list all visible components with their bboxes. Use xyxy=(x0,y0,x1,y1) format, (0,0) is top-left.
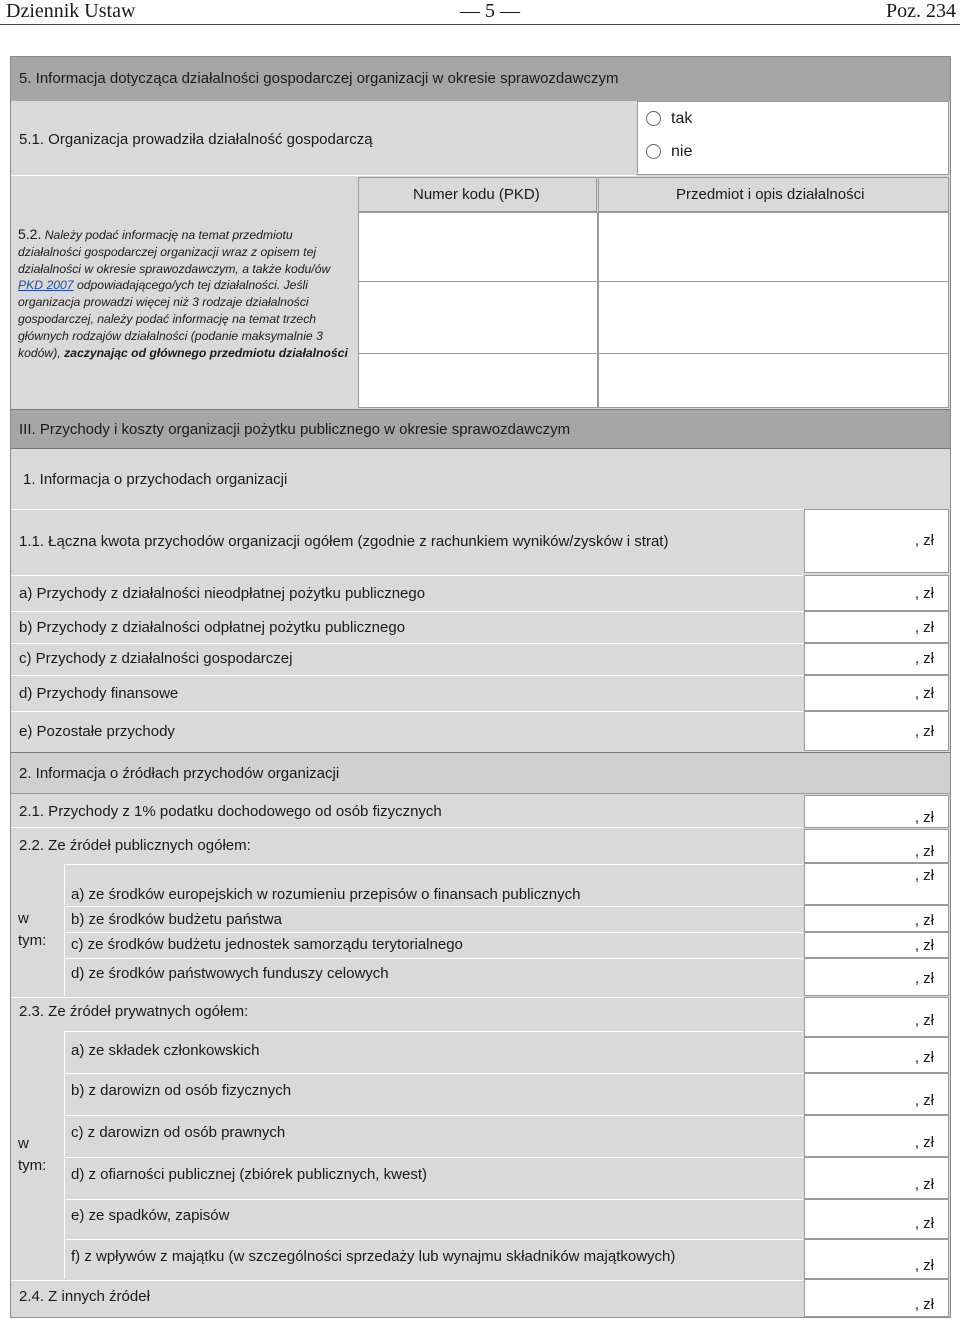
row-2-3-a-label: a) ze składek członkowskich xyxy=(71,1042,260,1059)
amount-2-3-e[interactable] xyxy=(804,1199,949,1239)
q51-label: 5.1. Organizacja prowadziła działalność gospodarczą xyxy=(19,131,373,148)
unit-label: , zł xyxy=(914,1049,934,1066)
row-2-3-a xyxy=(64,1031,803,1073)
amount-e[interactable] xyxy=(804,711,949,751)
q52-text-1: Należy podać informację na temat przedmiotu działalności gospodarczej organizacji wraz z opisem tej działalności w okresie sprawozdawczym, a także kodu/ów xyxy=(18,228,331,276)
row-2-3-c-label: c) z darowizn od osób prawnych xyxy=(71,1124,286,1141)
row-2-1-label: 2.1. Przychody z 1% podatku dochodowego od osób fizycznych xyxy=(19,803,442,820)
row-b xyxy=(11,611,803,643)
row-2-1 xyxy=(11,795,803,828)
row-2-3-d xyxy=(64,1157,803,1199)
sub2-bar xyxy=(11,752,950,794)
q52-number: 5.2. xyxy=(18,226,42,242)
unit-label: , zł xyxy=(914,1296,934,1313)
amount-c[interactable] xyxy=(804,643,949,675)
col-pkd-header xyxy=(358,177,597,212)
section3-title-bar xyxy=(11,409,950,449)
radio-nie-icon[interactable] xyxy=(646,144,661,159)
col-opis-header xyxy=(598,177,949,212)
q51-row xyxy=(11,102,636,176)
row-2-2-b-label: b) ze środków budżetu państwa xyxy=(71,911,282,928)
row-2-3-c xyxy=(64,1115,803,1157)
amount-2-3-c[interactable] xyxy=(804,1115,949,1157)
row-1-1 xyxy=(11,509,803,573)
unit-label: , zł xyxy=(914,937,934,954)
row-d-label: d) Przychody finansowe xyxy=(19,685,179,702)
amount-b[interactable] xyxy=(804,611,949,643)
row-2-3-b-label: b) z darowizn od osób fizycznych xyxy=(71,1082,292,1099)
unit-label: , zł xyxy=(914,867,934,884)
amount-2-3-a[interactable] xyxy=(804,1037,949,1073)
row-2-2 xyxy=(11,829,803,863)
radio-tak-icon[interactable] xyxy=(646,111,661,126)
opis-input-3[interactable] xyxy=(598,353,949,408)
unit-label: , zł xyxy=(914,809,934,826)
amount-2-2[interactable] xyxy=(804,829,949,863)
unit-label: , zł xyxy=(914,585,934,602)
option-nie-label: nie xyxy=(671,143,693,160)
amount-2-2-d[interactable] xyxy=(804,958,949,996)
amount-a[interactable] xyxy=(804,575,949,611)
row-2-3-d-label: d) z ofiarności publicznej (zbiórek publicznych, kwest) xyxy=(71,1166,427,1183)
amount-2-2-a[interactable] xyxy=(804,863,949,905)
amount-2-3-b[interactable] xyxy=(804,1073,949,1115)
row-2-3 xyxy=(11,997,803,1030)
pkd-input-3[interactable] xyxy=(358,353,598,408)
amount-d[interactable] xyxy=(804,675,949,711)
row-1-1-label: 1.1. Łączna kwota przychodów organizacji ogółem (zgodnie z rachunkiem wyników/zysków i strat) xyxy=(19,533,669,550)
row-d xyxy=(11,675,803,711)
section3-title: III. Przychody i koszty organizacji pożytku publicznego w okresie sprawozdawczym xyxy=(19,421,571,438)
row-2-2-a-label: a) ze środków europejskich w rozumieniu przepisów o finansach publicznych xyxy=(71,886,581,903)
pkd-link[interactable]: PKD 2007 xyxy=(18,278,74,293)
unit-label: , zł xyxy=(914,723,934,740)
row-e-label: e) Pozostałe przychody xyxy=(19,723,175,740)
unit-label: , zł xyxy=(914,1092,934,1109)
row-2-4 xyxy=(11,1280,803,1317)
row-2-3-label: 2.3. Ze źródeł prywatnych ogółem: xyxy=(19,1003,249,1020)
amount-2-4[interactable] xyxy=(804,1279,949,1317)
unit-label: , zł xyxy=(914,1257,934,1274)
q52-description xyxy=(18,226,348,361)
option-tak[interactable] xyxy=(646,110,692,128)
row-2-2-label: 2.2. Ze źródeł publicznych ogółem: xyxy=(19,837,251,854)
option-tak-label: tak xyxy=(671,110,693,127)
unit-label: , zł xyxy=(914,1134,934,1151)
unit-label: , zł xyxy=(914,1215,934,1232)
row-b-label: b) Przychody z działalności odpłatnej pożytku publicznego xyxy=(19,619,406,636)
row-c xyxy=(11,643,803,675)
amount-2-3-d[interactable] xyxy=(804,1157,949,1199)
option-nie[interactable] xyxy=(646,143,692,161)
unit-label: , zł xyxy=(914,912,934,929)
col-pkd-label: Numer kodu (PKD) xyxy=(413,186,540,203)
unit-label: , zł xyxy=(914,685,934,702)
sub2-title: 2. Informacja o źródłach przychodów organizacji xyxy=(19,765,340,782)
pkd-input-1[interactable] xyxy=(358,212,598,282)
unit-label: , zł xyxy=(914,843,934,860)
row-c-label: c) Przychody z działalności gospodarczej xyxy=(19,650,293,667)
journal-name: Dziennik Ustaw xyxy=(6,0,136,22)
row-2-3-f-label: f) z wpływów z majątku (w szczególności sprzedaży lub wynajmu składników majątkowych) xyxy=(71,1248,676,1265)
row-2-2-d-label: d) ze środków państwowych funduszy celowych xyxy=(71,965,389,982)
amount-2-3-f[interactable] xyxy=(804,1239,949,1279)
amount-1-1[interactable] xyxy=(804,509,949,573)
amount-2-1[interactable] xyxy=(804,795,949,828)
amount-2-2-b[interactable] xyxy=(804,905,949,932)
row-2-2-a xyxy=(64,864,803,905)
opis-input-1[interactable] xyxy=(598,212,949,282)
row-2-4-label: 2.4. Z innych źródeł xyxy=(19,1288,150,1305)
row-2-3-f xyxy=(64,1239,803,1279)
row-2-3-b xyxy=(64,1073,803,1115)
sub1-title: 1. Informacja o przychodach organizacji xyxy=(23,471,288,488)
row-2-3-e-label: e) ze spadków, zapisów xyxy=(71,1207,230,1224)
page-number: — 5 — xyxy=(460,0,520,22)
amount-2-3[interactable] xyxy=(804,997,949,1037)
w-tym-label-private: w tym: xyxy=(18,1135,47,1174)
q52-text-bold: zaczynając od głównego przedmiotu działalności xyxy=(64,345,348,360)
row-2-2-b xyxy=(64,906,803,932)
section5-title: 5. Informacja dotycząca działalności gospodarczej organizacji w okresie sprawozdawczym xyxy=(19,70,619,87)
row-2-2-c-label: c) ze środków budżetu jednostek samorządu terytorialnego xyxy=(71,936,463,953)
col-opis-label: Przedmiot i opis działalności xyxy=(676,186,865,203)
section5-title-bar xyxy=(11,57,950,101)
unit-label: , zł xyxy=(914,619,934,636)
q51-options xyxy=(637,101,949,175)
position-number: Poz. 234 xyxy=(886,0,956,22)
header-rule xyxy=(0,24,960,25)
row-a xyxy=(11,575,803,611)
amount-2-2-c[interactable] xyxy=(804,932,949,958)
opis-input-2[interactable] xyxy=(598,281,949,354)
unit-label: , zł xyxy=(914,1012,934,1029)
w-tym-label-public: w tym: xyxy=(18,910,47,949)
row-2-2-d xyxy=(64,958,803,996)
unit-label: , zł xyxy=(914,532,934,549)
unit-label: , zł xyxy=(914,1176,934,1193)
row-e xyxy=(11,711,803,751)
row-2-3-e xyxy=(64,1199,803,1239)
pkd-input-2[interactable] xyxy=(358,281,598,354)
unit-label: , zł xyxy=(914,970,934,987)
row-a-label: a) Przychody z działalności nieodpłatnej pożytku publicznego xyxy=(19,585,426,602)
q52-text-2: odpowiadającego/ych tej działalności. Jeśli organizacja prowadzi więcej niż 3 rodzaje działalności gospodarczej, należy podać informację na temat trzech głównych rodzajów działalności (podanie maksymalnie 3 kodów), xyxy=(18,278,323,360)
sub1-bar xyxy=(11,450,950,508)
row-2-2-c xyxy=(64,932,803,958)
unit-label: , zł xyxy=(914,650,934,667)
